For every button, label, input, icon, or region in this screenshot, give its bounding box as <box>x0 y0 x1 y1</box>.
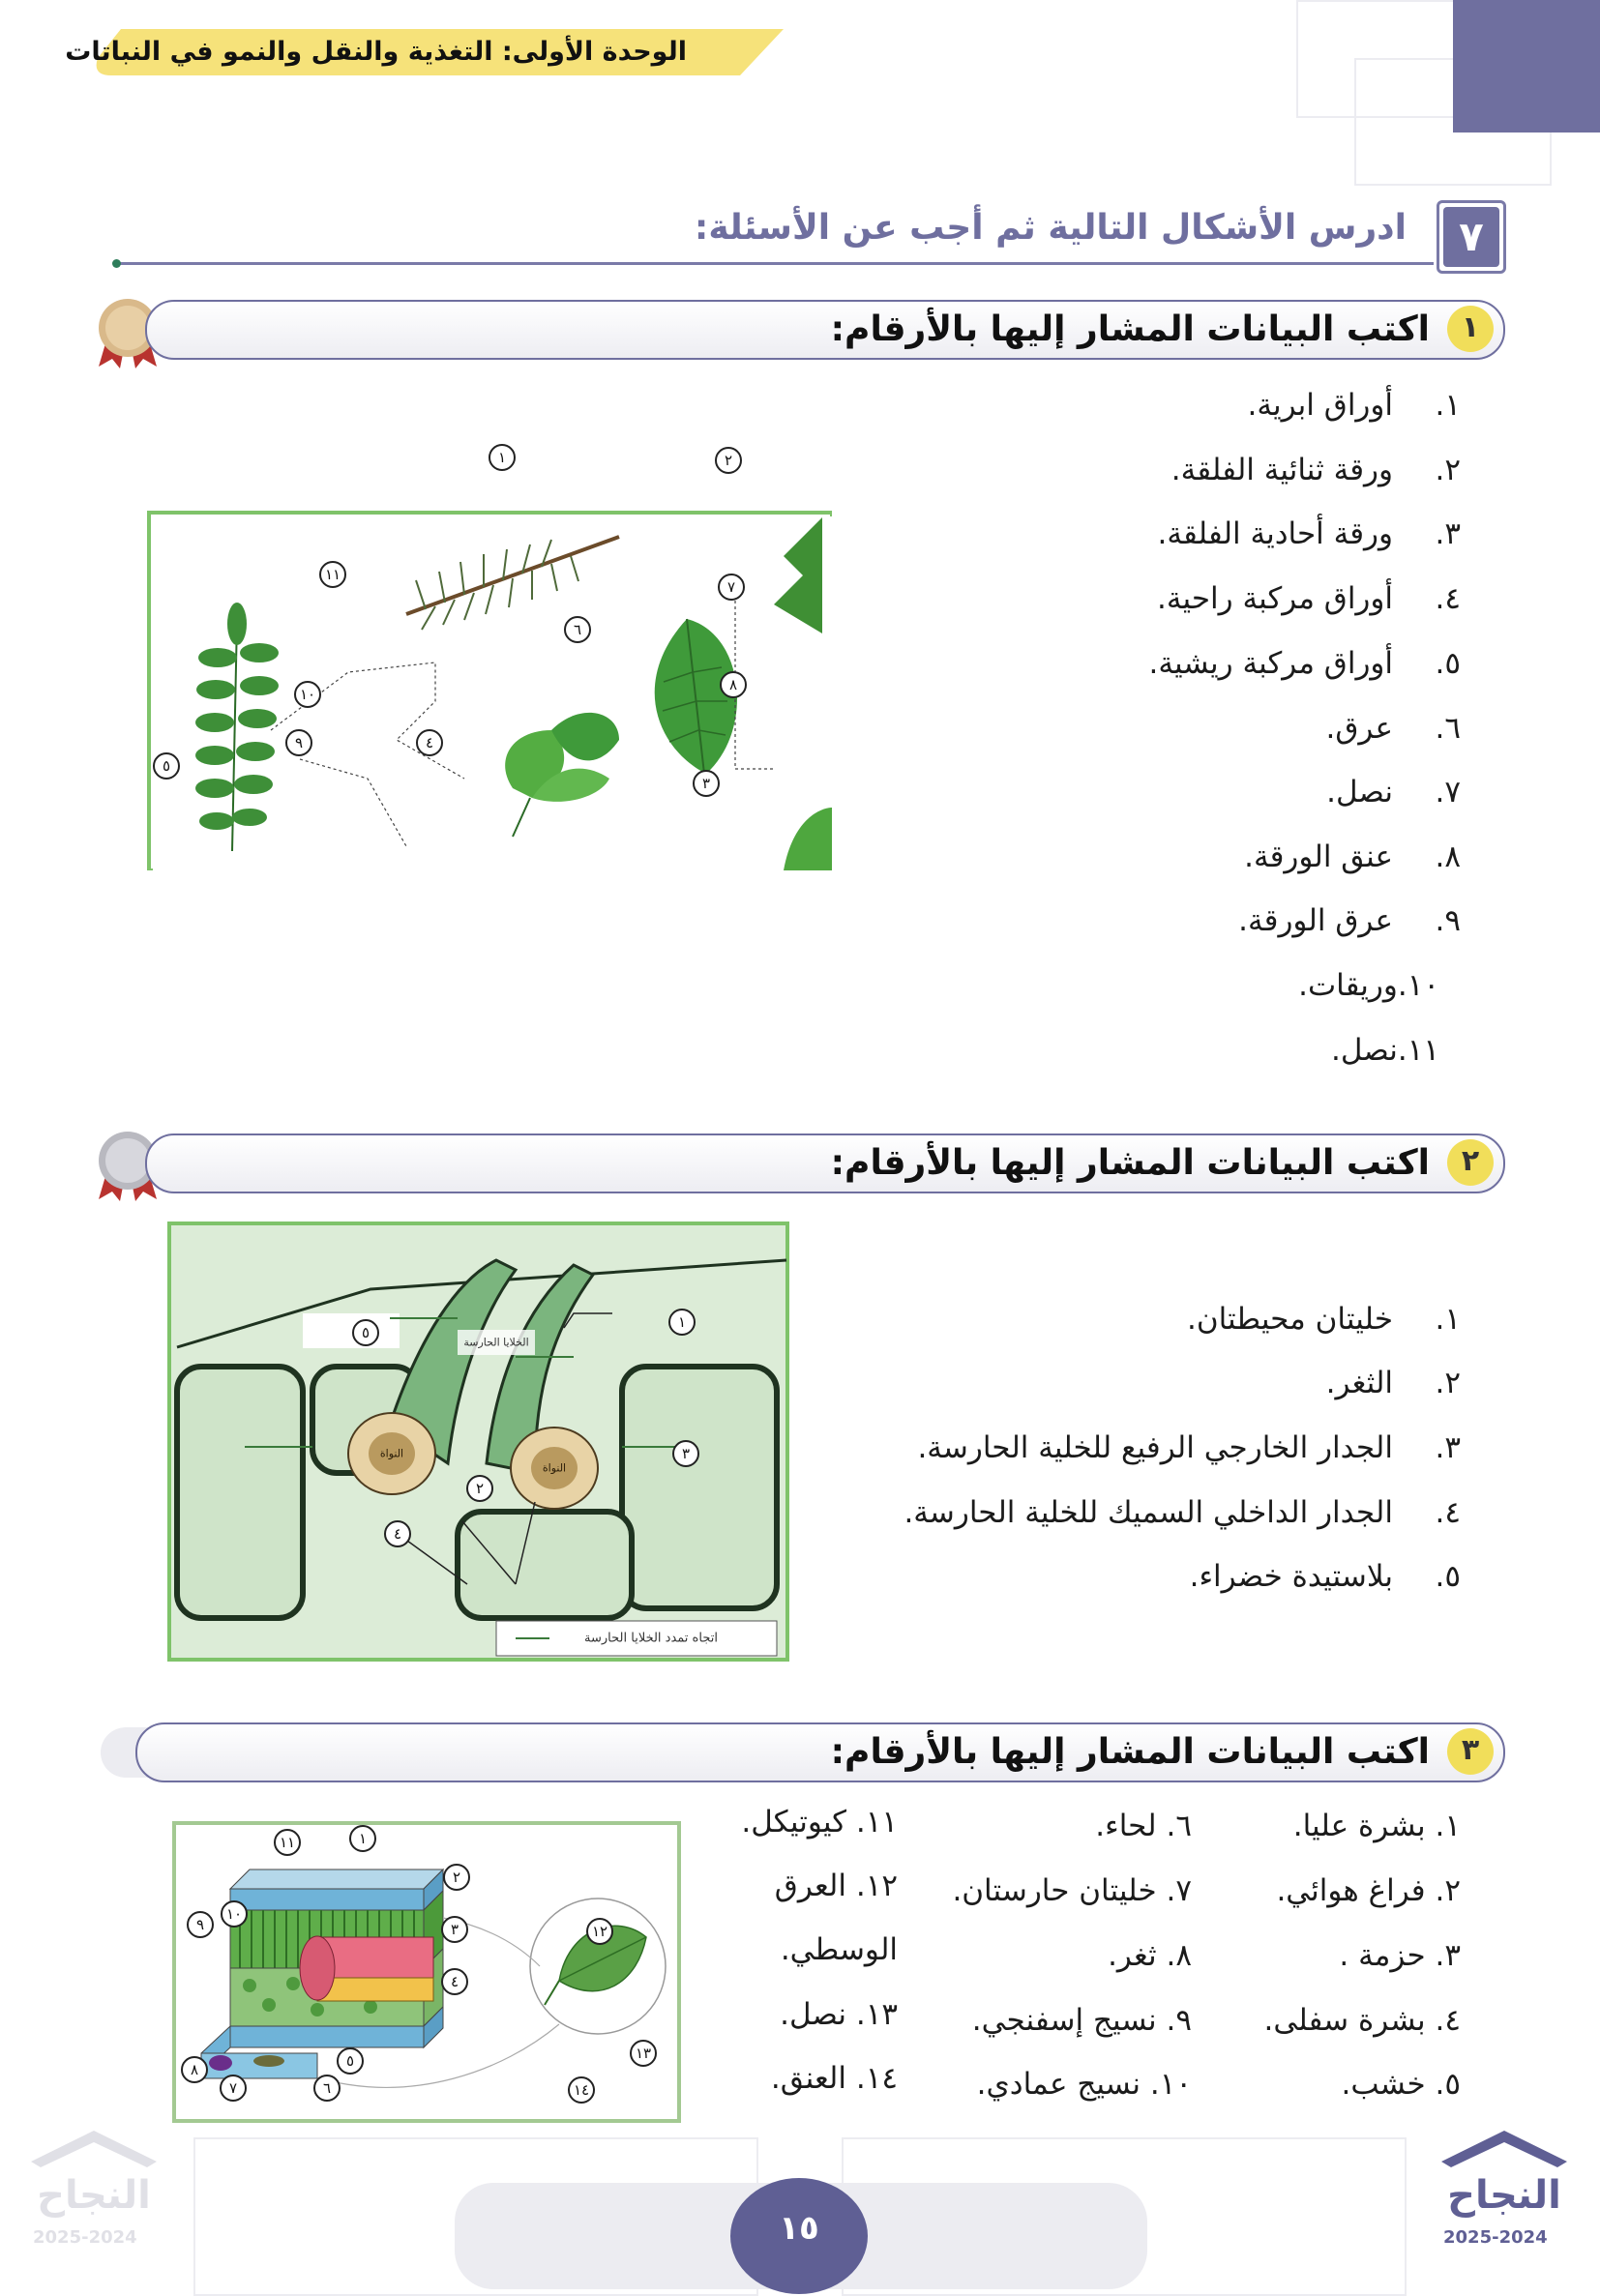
figure-label: ٣ <box>681 1445 691 1462</box>
figure-label: ٧ <box>228 2079 238 2097</box>
answer-item: ٣.الجدار الخارجي الرفيع للخلية الحارسة. <box>917 1430 1461 1465</box>
nucleus-label: النواة <box>542 1461 567 1475</box>
logo-year: 2025-2024 <box>1443 2227 1548 2248</box>
guard-cells-label: الخلايا الحارسة <box>463 1336 529 1349</box>
divider-dot <box>112 259 121 268</box>
question-number-box <box>1437 200 1506 274</box>
answer-item: ١١.نصل. <box>1330 1033 1439 1068</box>
section-3-badge: ٣ <box>1447 1728 1494 1775</box>
figure-label: ٨ <box>728 676 738 693</box>
answer-item: ٥.بلاستيدة خضراء. <box>1189 1559 1461 1594</box>
answer-item: ٤.الجدار الداخلي السميك للخلية الحارسة. <box>904 1495 1461 1530</box>
figure-label: ٩ <box>294 734 304 751</box>
section-1-title: اكتب البيانات المشار إليها بالأرقام: <box>830 309 1430 349</box>
figure-label: ٣ <box>701 775 711 792</box>
section-1-badge: ١ <box>1447 306 1494 352</box>
figure-label: ٥ <box>345 2052 355 2070</box>
answer-item: ٩. نسيج إسفنجي. <box>971 2003 1192 2038</box>
figure-label: ٥ <box>361 1324 370 1341</box>
publisher-logo <box>1432 2123 1577 2258</box>
section-2-badge: ٢ <box>1447 1139 1494 1186</box>
figure-label: ٦ <box>322 2079 332 2097</box>
logo-text: النجاح <box>1447 2173 1561 2218</box>
answer-item: ٤.أوراق مركبة راحية. <box>1157 581 1461 616</box>
page-number-badge <box>730 2178 868 2294</box>
answer-item: الوسطي. <box>780 1932 898 1967</box>
figure-label: ١٣ <box>635 2045 652 2062</box>
answer-item: ٦. لحاء. <box>1095 1809 1192 1843</box>
logo-text: النجاح <box>37 2173 151 2218</box>
figure-label: ٤ <box>450 1973 459 1990</box>
section-3-bar <box>135 1722 1505 1782</box>
corner-accent <box>1453 0 1600 132</box>
answer-item: ١.خليتان محيطتان. <box>1186 1302 1461 1337</box>
nucleus-label: النواة <box>379 1447 404 1460</box>
section-2-title: اكتب البيانات المشار إليها بالأرقام: <box>830 1143 1430 1183</box>
section-2-bar <box>145 1133 1505 1193</box>
answer-item: ١٠. نسيج عمادي. <box>976 2067 1192 2102</box>
answer-item: ١٤. العنق. <box>770 2061 898 2096</box>
answer-item: ٨. ثغر. <box>1108 1938 1192 1973</box>
section-3-title: اكتب البيانات المشار إليها بالأرقام: <box>830 1732 1430 1772</box>
answer-item: ١.أوراق ابرية. <box>1247 388 1461 423</box>
figure-label: ١ <box>497 449 507 466</box>
figure-label: ١١ <box>324 566 341 583</box>
publisher-logo-watermark <box>21 2123 166 2258</box>
answer-item: ١٠.وريقات. <box>1298 968 1439 1003</box>
figure-label: ٤ <box>425 734 434 751</box>
answer-item: ١٢. العرق <box>774 1869 898 1903</box>
figure-label: ٧ <box>726 578 736 596</box>
divider <box>116 262 1434 265</box>
figure-label: ١١ <box>279 1834 296 1851</box>
leaves-figure <box>145 440 832 870</box>
figure-label: ٢ <box>452 1869 461 1886</box>
figure-label: ١ <box>677 1313 687 1331</box>
figure-label: ١ <box>358 1830 368 1847</box>
figure-label: ٢ <box>475 1480 485 1497</box>
figure-label: ٤ <box>393 1525 402 1543</box>
page-number: ١٥ <box>779 2209 819 2248</box>
answer-item: ٤. بشرة سفلى. <box>1263 2003 1461 2038</box>
answer-item: ٥.أوراق مركبة ريشية. <box>1148 646 1461 681</box>
stomata-figure <box>167 1222 789 1662</box>
answer-item: ١٣. نصل. <box>780 1997 898 2032</box>
answer-item: ٩.عرق الورقة. <box>1238 903 1461 938</box>
answer-item: ١. بشرة عليا. <box>1292 1809 1461 1843</box>
figure-label: ٨ <box>190 2061 199 2078</box>
figure-label: ٦ <box>573 621 582 638</box>
question-number: ٧ <box>1443 207 1499 267</box>
logo-year: 2025-2024 <box>33 2227 137 2248</box>
unit-banner <box>65 25 784 79</box>
answer-item: ١١. كيوتيكل. <box>741 1805 898 1840</box>
figure-label: ٩ <box>195 1916 205 1933</box>
section-1-bar <box>145 300 1505 360</box>
answer-item: ٧.نصل. <box>1326 775 1461 809</box>
answer-item: ٢.ورقة ثنائية الفلقة. <box>1170 453 1461 487</box>
answer-item: ٨.عنق الورقة. <box>1244 839 1461 874</box>
answer-item: ٢. فراغ هوائي. <box>1276 1873 1461 1908</box>
figure-label: ١٠ <box>225 1905 243 1923</box>
answer-item: ٦.عرق. <box>1325 711 1461 746</box>
figure-label: ٣ <box>450 1921 459 1938</box>
question-text: ادرس الأشكال التالية ثم أجب عن الأسئلة: <box>694 208 1407 248</box>
answer-item: ٢.الثغر. <box>1325 1366 1461 1400</box>
figure-label: ٥ <box>162 757 171 775</box>
answer-item: ٣.ورقة أحادية الفلقة. <box>1157 516 1461 551</box>
answer-item: ٥. خشب. <box>1341 2067 1461 2102</box>
figure-label: ١٤ <box>573 2081 590 2099</box>
figure-label: ١٠ <box>299 686 316 703</box>
unit-title: الوحدة الأولى: التغذية والنقل والنمو في النباتات <box>65 37 687 67</box>
leaf-section-figure <box>172 1821 681 2123</box>
figure-label: ٢ <box>724 452 733 469</box>
answer-item: ٣. حزمة . <box>1339 1938 1461 1973</box>
figure-label: ١٢ <box>591 1923 608 1940</box>
legend-text: اتجاه تمدد الخلايا الحارسة <box>584 1631 718 1646</box>
answer-item: ٧. خليتان حارستان. <box>952 1873 1192 1908</box>
